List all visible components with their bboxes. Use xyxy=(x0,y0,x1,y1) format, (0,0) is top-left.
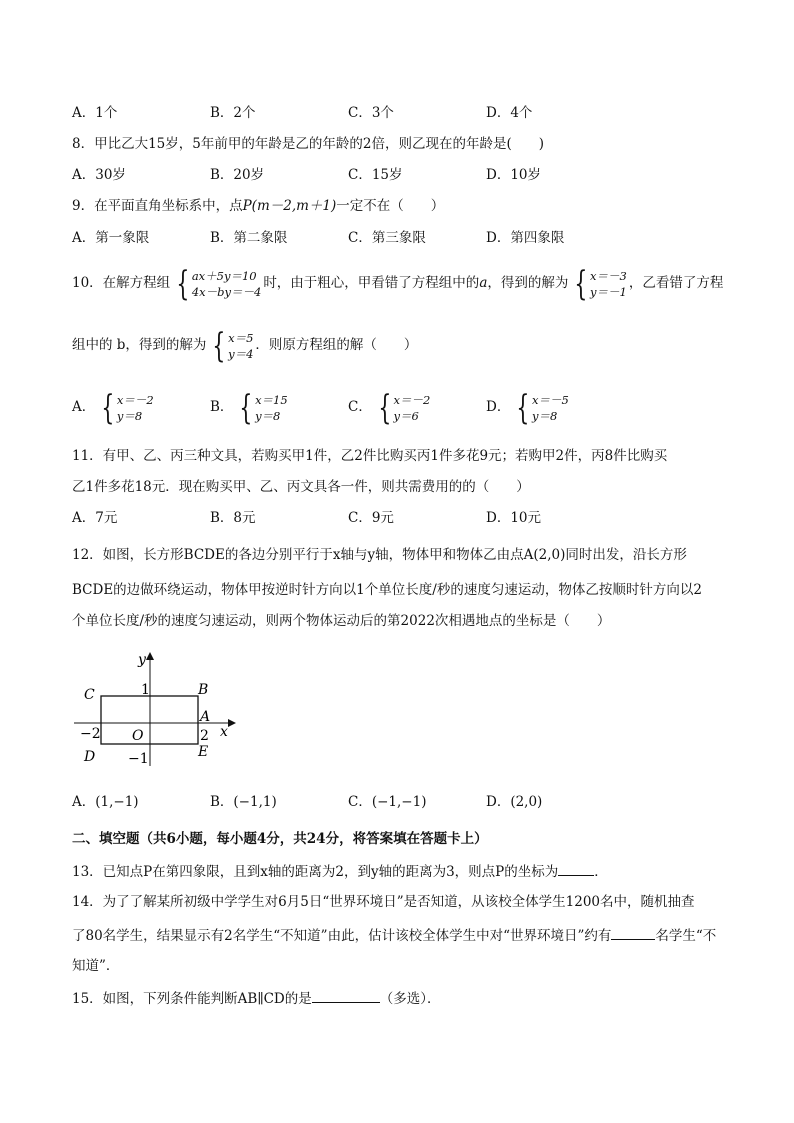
q14-line3: 知道”． xyxy=(72,958,120,974)
q11-line2: 乙1件多花18元．现在购买甲、乙、丙文具各一件，则共需费用的的（ ） xyxy=(72,479,530,495)
q14-line2-post: 名学生“不 xyxy=(655,928,717,944)
q8-option-b: B．20岁 xyxy=(210,167,265,183)
q9-stem-post: 一定不在（ ） xyxy=(336,198,445,214)
label-c: C xyxy=(84,687,95,703)
label-a: A xyxy=(200,709,211,725)
q7-option-c: C．3个 xyxy=(348,105,394,121)
q12-line1: 12．如图，长方形BCDE的各边分别平行于x轴与y轴，物体甲和物体乙由点A(2,0)同时出发，沿长方形 xyxy=(72,547,687,563)
q13-answer-blank[interactable] xyxy=(558,861,594,876)
q10-t3: ，得到的解为 xyxy=(487,275,569,291)
tick-1: 1 xyxy=(141,682,150,698)
q12-option-d: D．(2,0) xyxy=(486,794,543,810)
q11-option-b: B．8元 xyxy=(210,510,256,526)
q10-jia-solution: { x＝－3 y＝－1 xyxy=(574,263,627,304)
q8-option-a: A．30岁 xyxy=(72,167,126,183)
q8-stem: 8．甲比乙大15岁，5年前甲的年龄是乙的年龄的2倍，则乙现在的年龄是( ) xyxy=(72,136,544,152)
tick-minus-1: −1 xyxy=(128,751,149,767)
q10-main-system: { ax＋5y＝10 4x－by＝－4 xyxy=(176,263,262,304)
q15-pre: 15．如图，下列条件能判断AB∥CD的是 xyxy=(72,991,312,1007)
q14-line1: 14．为了了解某所初级中学学生对6月5日“世界环境日”是否知道，从该校全体学生1200名中，随机抽查 xyxy=(72,894,695,910)
q10-t2: 时，由于粗心，甲看错了方程组中的 xyxy=(263,275,480,291)
q10-option-a: A． { x＝－2 y＝8 xyxy=(72,387,154,428)
q10-yi-x: x＝5 xyxy=(228,330,254,345)
q7-option-b: B．2个 xyxy=(210,105,256,121)
q8-option-d: D．10岁 xyxy=(486,167,542,183)
label-e: E xyxy=(198,744,209,760)
q11-option-d: D．10元 xyxy=(486,510,542,526)
q9-point: P(m－2,m＋1) xyxy=(242,198,337,214)
q10-option-c: C． { x＝－2 y＝6 xyxy=(348,387,431,428)
q10-stem-line2 xyxy=(72,325,418,366)
q10-main-eq1: ax＋5y＝10 xyxy=(191,268,257,283)
q8-option-c: C．15岁 xyxy=(348,167,403,183)
q10-jia-x: x＝－3 xyxy=(590,268,627,283)
q13 xyxy=(72,861,608,882)
q9-option-b: B．第二象限 xyxy=(210,230,288,246)
q12-option-b: B．(−1,1) xyxy=(210,794,277,810)
q10-yi-solution: { x＝5 y＝4 xyxy=(212,325,254,366)
q10-a: a xyxy=(479,275,488,291)
q11-line1: 11．有甲、乙、丙三种文具，若购买甲1件，乙2件比购买丙1件多花9元；若购甲2件，丙8件比购买 xyxy=(72,448,668,464)
section-2-heading: 二、填空题（共6小题，每小题4分，共24分，将答案填在答题卡上） xyxy=(72,831,488,847)
q15 xyxy=(72,988,441,1009)
q10-t1: 10．在解方程组 xyxy=(72,275,171,291)
q9-option-d: D．第四象限 xyxy=(486,230,565,246)
q10-t4: ，乙看错了方程 xyxy=(628,275,724,291)
q10-t5: 组中的 b，得到的解为 xyxy=(72,337,207,353)
q10-yi-y: y＝4 xyxy=(228,346,254,361)
q12-line3: 个单位长度/秒的速度匀速运动，则两个物体运动后的第2022次相遇地点的坐标是（ ） xyxy=(72,613,611,629)
q9-stem-pre: 9．在平面直角坐标系中，点 xyxy=(72,198,243,214)
q12-option-c: C．(−1,−1) xyxy=(348,794,427,810)
q12-option-a: A．(1,−1) xyxy=(72,794,139,810)
q10-stem-line1 xyxy=(72,263,724,304)
q15-answer-blank[interactable] xyxy=(312,988,380,1003)
tick-2: 2 xyxy=(200,728,209,744)
q9-stem xyxy=(72,196,444,216)
q7-option-d: D．4个 xyxy=(486,105,533,121)
axis-x-label: x xyxy=(220,724,228,740)
q9-option-a: A．第一象限 xyxy=(72,230,150,246)
q14-line2 xyxy=(72,925,716,946)
tick-minus-2: −2 xyxy=(80,726,101,742)
q13-pre: 13．已知点P在第四象限，且到x轴的距离为2，到y轴的距离为3，则点P的坐标为 xyxy=(72,864,559,880)
q11-option-a: A．7元 xyxy=(72,510,118,526)
q15-post: （多选）． xyxy=(379,991,441,1007)
x-axis-arrow xyxy=(228,719,236,727)
q10-option-b: B． { x＝15 y＝8 xyxy=(210,387,288,428)
q9-option-c: C．第三象限 xyxy=(348,230,426,246)
y-axis-arrow xyxy=(146,652,154,660)
label-d: D xyxy=(84,749,96,765)
q14-answer-blank[interactable] xyxy=(611,925,655,940)
q10-option-d: D． { x＝－5 y＝8 xyxy=(486,387,569,428)
label-b: B xyxy=(198,682,209,698)
q12-figure xyxy=(70,648,240,768)
axis-y-label: y xyxy=(138,652,146,668)
q7-option-a: A．1个 xyxy=(72,105,118,121)
q13-post: ． xyxy=(594,864,608,880)
label-o: O xyxy=(132,728,144,744)
q10-jia-y: y＝－1 xyxy=(590,284,627,299)
q10-main-eq2: 4x－by＝－4 xyxy=(191,284,262,299)
q10-t6: ．则原方程组的解（ ） xyxy=(255,337,418,353)
q14-line2-pre: 了80名学生，结果显示有2名学生“不知道”由此，估计该校全体学生中对“世界环境日”约有 xyxy=(72,928,612,944)
q11-option-c: C．9元 xyxy=(348,510,394,526)
q12-line2: BCDE的边做环绕运动，物体甲按逆时针方向以1个单位长度/秒的速度匀速运动，物体乙按顺时针方向以2 xyxy=(72,582,702,598)
